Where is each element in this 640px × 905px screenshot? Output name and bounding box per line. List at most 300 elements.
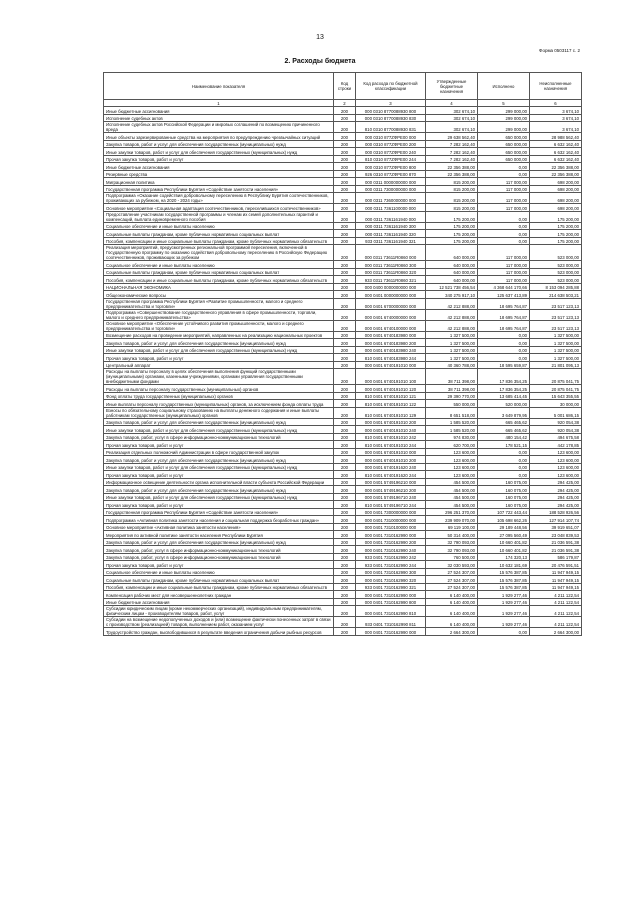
page-number: 13 bbox=[316, 34, 324, 41]
row-class-code: 810 0401 5749196710 244 bbox=[356, 501, 426, 509]
column-number-row bbox=[104, 100, 582, 107]
row-name: Иные закупки товаров, работ и услуг для обеспечения государственных (муниципальных) нужд bbox=[104, 426, 334, 434]
section-title: 2. Расходы бюджета bbox=[284, 58, 356, 65]
row-approved: 175 200,00 bbox=[426, 222, 478, 230]
row-unexecuted: 23 517 123,13 bbox=[530, 298, 582, 309]
row-executed: 650 000,00 bbox=[478, 155, 530, 163]
form-label: Форма 0503117 с. 2 bbox=[539, 48, 580, 53]
row-unexecuted: 175 200,00 bbox=[530, 211, 582, 222]
row-name: Иные бюджетные ассигнования bbox=[104, 107, 334, 115]
row-approved: 640 000,00 bbox=[426, 245, 478, 261]
row-line-code: 200 bbox=[334, 140, 356, 148]
row-unexecuted: 214 638 503,21 bbox=[530, 291, 582, 299]
row-line-code: 200 bbox=[334, 339, 356, 347]
table-row bbox=[104, 122, 582, 133]
row-line-code: 200 bbox=[334, 170, 356, 178]
row-approved: 6 140 400,00 bbox=[426, 598, 478, 606]
row-class-code: 000 0310 8770088930 830 bbox=[356, 114, 426, 122]
table-row bbox=[104, 331, 582, 339]
row-class-code: 000 0401 7310100000 000 bbox=[356, 523, 426, 531]
row-name: Основное мероприятие «Активная политика занятости населения» bbox=[104, 523, 334, 531]
row-name: Закупка товаров, работ и услуг для обеспечения государственных (муниципальных) нужд bbox=[104, 486, 334, 494]
row-unexecuted: 698 200,00 bbox=[530, 204, 582, 212]
row-line-code: 200 bbox=[334, 448, 356, 456]
row-approved: 27 524 307,00 bbox=[426, 568, 478, 576]
row-approved: 12 521 738 456,54 bbox=[426, 283, 478, 291]
row-unexecuted: 523 000,00 bbox=[530, 276, 582, 284]
table-row bbox=[104, 230, 582, 238]
row-class-code: 933 0401 7310162990 242 bbox=[356, 553, 426, 561]
row-executed: 18 695 764,87 bbox=[478, 320, 530, 331]
row-approved: 42 212 888,00 bbox=[426, 309, 478, 320]
row-name: Основное мероприятие «Социальная адаптация соотечественников, переселившихся соотечественников» bbox=[104, 204, 334, 212]
row-class-code: 000 0401 0000000000 000 bbox=[356, 291, 426, 299]
table-row bbox=[104, 245, 582, 261]
row-name: Расходы на выплаты персоналу в целях обеспечения выполнения функций государственными (муниципальными) органами, казенными учреждениями, органами управления государственными внебюджетными фондами bbox=[104, 369, 334, 385]
table-row bbox=[104, 133, 582, 141]
row-class-code: 000 0401 7310162990 300 bbox=[356, 568, 426, 576]
row-executed: 0,00 bbox=[478, 331, 530, 339]
row-executed: 160 075,00 bbox=[478, 501, 530, 509]
row-approved: 454 500,00 bbox=[426, 493, 478, 501]
row-executed: 18 695 764,87 bbox=[478, 298, 530, 309]
row-executed: 650 000,00 bbox=[478, 140, 530, 148]
row-approved: 454 500,00 bbox=[426, 478, 478, 486]
row-name: Закупка товаров, работ и услуг для обеспечения государственных (муниципальных) нужд bbox=[104, 339, 334, 347]
row-approved: 1 327 500,00 bbox=[426, 331, 478, 339]
row-executed: 18 695 764,87 bbox=[478, 309, 530, 320]
row-name: Субсидии юридическим лицам (кроме некоммерческих организаций), индивидуальным предпринимателям, физическим лицам - производителям товаров, работ, услуг bbox=[104, 606, 334, 617]
row-unexecuted: 4 211 122,54 bbox=[530, 598, 582, 606]
row-line-code: 200 bbox=[334, 407, 356, 418]
column-number: 1 bbox=[104, 100, 334, 107]
row-line-code: 200 bbox=[334, 211, 356, 222]
row-class-code: 000 0401 5749196710 240 bbox=[356, 493, 426, 501]
table-row bbox=[104, 204, 582, 212]
row-line-code: 200 bbox=[334, 114, 356, 122]
row-unexecuted: 175 200,00 bbox=[530, 222, 582, 230]
table-row bbox=[104, 237, 582, 245]
row-unexecuted: 920 054,38 bbox=[530, 426, 582, 434]
row-line-code: 200 bbox=[334, 283, 356, 291]
row-name: Подпрограмма «Оказание содействия добровольному переселению в Республику Бурятия соотечественников, проживающих за рубежом, на 2020 - 2024 годы» bbox=[104, 193, 334, 204]
row-unexecuted: 3 674,10 bbox=[530, 122, 582, 133]
row-unexecuted: 123 600,00 bbox=[530, 456, 582, 464]
row-approved: 296 251 370,00 bbox=[426, 508, 478, 516]
row-approved: 123 600,00 bbox=[426, 448, 478, 456]
row-unexecuted: 23 048 839,53 bbox=[530, 531, 582, 539]
row-class-code: 000 0401 6740100000 000 bbox=[356, 320, 426, 331]
row-name: Компенсация рабочих мест для несовершеннолетних граждан bbox=[104, 591, 334, 599]
row-class-code: 810 0401 6740191010 244 bbox=[356, 441, 426, 449]
row-line-code: 200 bbox=[334, 400, 356, 408]
row-approved: 175 200,00 bbox=[426, 230, 478, 238]
row-executed: 4 368 644 170,66 bbox=[478, 283, 530, 291]
row-class-code: 000 0311 7361161940 320 bbox=[356, 230, 426, 238]
table-row bbox=[104, 448, 582, 456]
row-unexecuted: 23 517 123,13 bbox=[530, 320, 582, 331]
row-unexecuted: 6 632 162,40 bbox=[530, 140, 582, 148]
row-name: Реализация отдельных полномочий Администрации в сфере государственной закупок bbox=[104, 448, 334, 456]
row-approved: 1 327 500,00 bbox=[426, 354, 478, 362]
table-row bbox=[104, 493, 582, 501]
row-class-code: 000 0401 6740183980 000 bbox=[356, 331, 426, 339]
row-executed: 117 000,00 bbox=[478, 268, 530, 276]
row-executed: 117 000,00 bbox=[478, 204, 530, 212]
row-unexecuted: 698 200,00 bbox=[530, 185, 582, 193]
row-approved: 2 664 300,00 bbox=[426, 628, 478, 636]
row-unexecuted: 15 643 355,55 bbox=[530, 392, 582, 400]
row-unexecuted: 21 801 095,13 bbox=[530, 361, 582, 369]
row-class-code: 933 0401 7310162990 244 bbox=[356, 561, 426, 569]
row-unexecuted: 698 200,00 bbox=[530, 193, 582, 204]
row-approved: 50 314 400,00 bbox=[426, 531, 478, 539]
row-unexecuted: 127 914 107,74 bbox=[530, 516, 582, 524]
row-unexecuted: 175 200,00 bbox=[530, 230, 582, 238]
row-unexecuted: 23 517 123,13 bbox=[530, 309, 582, 320]
row-name: Закупка товаров, работ и услуг для обеспечения государственных (муниципальных) нужд bbox=[104, 140, 334, 148]
row-unexecuted: 30 000,00 bbox=[530, 400, 582, 408]
row-name: Социальные выплаты гражданам, кроме публичных нормативных социальных выплат bbox=[104, 576, 334, 584]
row-executed: 18 595 659,87 bbox=[478, 361, 530, 369]
table-row bbox=[104, 576, 582, 584]
table-row bbox=[104, 276, 582, 284]
row-approved: 32 030 593,00 bbox=[426, 561, 478, 569]
row-executed: 480 154,42 bbox=[478, 433, 530, 441]
row-approved: 175 200,00 bbox=[426, 237, 478, 245]
column-number: 3 bbox=[356, 100, 426, 107]
row-name: Социальные выплаты гражданам, кроме публичных нормативных социальных выплат bbox=[104, 268, 334, 276]
row-line-code: 200 bbox=[334, 178, 356, 186]
row-approved: 69 119 100,00 bbox=[426, 523, 478, 531]
row-line-code: 200 bbox=[334, 418, 356, 426]
row-class-code: 810 0401 6740191010 129 bbox=[356, 407, 426, 418]
row-line-code: 200 bbox=[334, 354, 356, 362]
row-executed: 117 000,00 bbox=[478, 185, 530, 193]
row-class-code: 000 0310 877ZФРЕ00 240 bbox=[356, 148, 426, 156]
row-approved: 22 356 388,00 bbox=[426, 170, 478, 178]
row-line-code: 200 bbox=[334, 291, 356, 299]
row-line-code: 200 bbox=[334, 478, 356, 486]
row-unexecuted: 22 356 388,00 bbox=[530, 170, 582, 178]
row-unexecuted: 920 054,38 bbox=[530, 418, 582, 426]
row-unexecuted: 494 675,58 bbox=[530, 433, 582, 441]
table-row bbox=[104, 222, 582, 230]
row-line-code: 200 bbox=[334, 531, 356, 539]
row-name: Государственная программа Республики Бурятия «Содействие занятости населения» bbox=[104, 185, 334, 193]
table-header-row bbox=[104, 73, 582, 100]
row-class-code: 000 0310 8770088930 800 bbox=[356, 107, 426, 115]
row-line-code: 200 bbox=[334, 486, 356, 494]
row-approved: 1 327 500,00 bbox=[426, 346, 478, 354]
row-unexecuted: 20 875 041,75 bbox=[530, 369, 582, 385]
row-executed: 1 929 277,46 bbox=[478, 591, 530, 599]
row-class-code: 000 0401 7310162990 800 bbox=[356, 598, 426, 606]
row-name: Информационное освещение деятельности органа исполнительной власти субъекта Российской Федерации bbox=[104, 478, 334, 486]
row-name: Пособия, компенсации и иные социальные выплаты гражданам, кроме публичных нормативных обязательств bbox=[104, 583, 334, 591]
row-class-code: 000 0401 6700000000 000 bbox=[356, 298, 426, 309]
row-unexecuted: 4 211 122,54 bbox=[530, 606, 582, 617]
row-approved: 974 830,00 bbox=[426, 433, 478, 441]
row-executed: 0,00 bbox=[478, 211, 530, 222]
table-row bbox=[104, 163, 582, 171]
row-approved: 7 282 162,40 bbox=[426, 155, 478, 163]
row-unexecuted: 1 327 500,00 bbox=[530, 354, 582, 362]
row-line-code: 200 bbox=[334, 148, 356, 156]
row-class-code: 000 0401 7310162990 810 bbox=[356, 606, 426, 617]
row-executed: 27 095 560,49 bbox=[478, 531, 530, 539]
row-line-code: 200 bbox=[334, 591, 356, 599]
row-class-code: 000 0310 877ZФРЕ00 000 bbox=[356, 133, 426, 141]
row-approved: 7 282 162,40 bbox=[426, 140, 478, 148]
row-executed: 0,00 bbox=[478, 628, 530, 636]
row-class-code: 000 0401 7310162990 320 bbox=[356, 576, 426, 584]
row-name: Пособия, компенсации и иные социальные выплаты гражданам, кроме публичных нормативных обязательств bbox=[104, 237, 334, 245]
table-row bbox=[104, 508, 582, 516]
row-approved: 640 000,00 bbox=[426, 268, 478, 276]
table-row bbox=[104, 553, 582, 561]
table-row bbox=[104, 546, 582, 554]
row-executed: 0,00 bbox=[478, 456, 530, 464]
row-name: Иные бюджетные ассигнования bbox=[104, 163, 334, 171]
row-name: Резервные средства bbox=[104, 170, 334, 178]
row-unexecuted: 21 036 591,38 bbox=[530, 538, 582, 546]
row-unexecuted: 28 988 562,40 bbox=[530, 133, 582, 141]
row-name: Закупка товаров, работ, услуг в сфере информационно-коммуникационных технологий bbox=[104, 433, 334, 441]
row-executed: 1 929 277,46 bbox=[478, 606, 530, 617]
row-name: Субсидии на возмещение недополученных доходов и (или) возмещение фактически понесенных затрат в связи с производством (реализацией) товаров, выполнением работ, оказанием услуг bbox=[104, 617, 334, 628]
header-approved: Утвержденные бюджетные назначения bbox=[426, 73, 478, 100]
table-row bbox=[104, 261, 582, 269]
table-row bbox=[104, 441, 582, 449]
row-line-code: 200 bbox=[334, 193, 356, 204]
table-row bbox=[104, 309, 582, 320]
row-class-code: 000 0401 6740191010 000 bbox=[356, 361, 426, 369]
row-executed: 178 521,15 bbox=[478, 441, 530, 449]
row-line-code: 200 bbox=[334, 456, 356, 464]
row-approved: 640 000,00 bbox=[426, 276, 478, 284]
row-line-code: 200 bbox=[334, 561, 356, 569]
row-line-code: 200 bbox=[334, 501, 356, 509]
row-line-code: 200 bbox=[334, 309, 356, 320]
row-name: Исполнение судебных актов Российской Федерации и мировых соглашений по возмещению причиненного вреда bbox=[104, 122, 334, 133]
row-line-code: 200 bbox=[334, 516, 356, 524]
row-line-code: 200 bbox=[334, 426, 356, 434]
row-approved: 42 212 888,00 bbox=[426, 320, 478, 331]
row-approved: 29 638 562,40 bbox=[426, 133, 478, 141]
row-line-code: 200 bbox=[334, 222, 356, 230]
row-unexecuted: 11 947 949,15 bbox=[530, 568, 582, 576]
row-name: Государственная программа Республики Бурятия «Развитие промышленности, малого и среднего предпринимательства и торговли» bbox=[104, 298, 334, 309]
row-unexecuted: 1 327 500,00 bbox=[530, 339, 582, 347]
row-executed: 0,00 bbox=[478, 230, 530, 238]
row-name: Основное мероприятие «Обеспечение устойчивого развития промышленности, малого и среднего предпринимательства и торговли» bbox=[104, 320, 334, 331]
row-executed: 0,00 bbox=[478, 471, 530, 479]
header-unexecuted: Неисполненные назначения bbox=[530, 73, 582, 100]
row-unexecuted: 586 179,87 bbox=[530, 553, 582, 561]
row-executed: 0,00 bbox=[478, 463, 530, 471]
row-name: Закупка товаров, работ, услуг в сфере информационно-коммуникационных технологий bbox=[104, 553, 334, 561]
row-unexecuted: 188 528 926,56 bbox=[530, 508, 582, 516]
row-executed: 0,00 bbox=[478, 354, 530, 362]
table-row bbox=[104, 320, 582, 331]
row-name: Расходы на выплаты персоналу государственных (муниципальных) органов bbox=[104, 385, 334, 393]
row-name: Социальное обеспечение и иные выплаты населению bbox=[104, 261, 334, 269]
row-unexecuted: 11 947 949,15 bbox=[530, 576, 582, 584]
row-approved: 6 140 400,00 bbox=[426, 591, 478, 599]
row-class-code: 810 0401 6740191010 242 bbox=[356, 433, 426, 441]
row-class-code: 000 0401 7310162990 000 bbox=[356, 628, 426, 636]
row-unexecuted: 123 600,00 bbox=[530, 471, 582, 479]
row-line-code: 200 bbox=[334, 553, 356, 561]
row-approved: 815 200,00 bbox=[426, 204, 478, 212]
row-class-code: 000 0311 7361161940 300 bbox=[356, 222, 426, 230]
row-line-code: 200 bbox=[334, 583, 356, 591]
table-row bbox=[104, 211, 582, 222]
header-name: Наименование показателя bbox=[104, 73, 334, 100]
row-line-code: 200 bbox=[334, 369, 356, 385]
row-line-code: 200 bbox=[334, 523, 356, 531]
row-class-code: 000 0401 6740191010 200 bbox=[356, 418, 426, 426]
row-name: Иные бюджетные ассигнования bbox=[104, 598, 334, 606]
row-name: Миграционная политика bbox=[104, 178, 334, 186]
row-executed: 0,00 bbox=[478, 170, 530, 178]
table-row bbox=[104, 538, 582, 546]
table-row bbox=[104, 433, 582, 441]
row-class-code: 000 0311 7360000000 000 bbox=[356, 193, 426, 204]
row-class-code: 000 0400 0000000000 000 bbox=[356, 283, 426, 291]
table-row bbox=[104, 114, 582, 122]
row-class-code: 000 0401 7310000000 000 bbox=[356, 516, 426, 524]
row-name: Трудоустройство граждан, высвободившихся в результате введения ограничения добычи рыбных ресурсов bbox=[104, 628, 334, 636]
row-name: Иные закупки товаров, работ и услуг для обеспечения государственных (муниципальных) нужд bbox=[104, 346, 334, 354]
row-class-code: 000 0401 7310162990 000 bbox=[356, 591, 426, 599]
table-row bbox=[104, 107, 582, 115]
row-name: Закупка товаров, работ и услуг для обеспечения государственных (муниципальных) нужд bbox=[104, 418, 334, 426]
row-name: Подпрограмма «Совершенствование государственного управления в сфере промышленности, торговли, малого и среднего предпринимательства» bbox=[104, 309, 334, 320]
row-executed: 15 576 387,85 bbox=[478, 576, 530, 584]
row-line-code: 200 bbox=[334, 441, 356, 449]
row-executed: 0,00 bbox=[478, 448, 530, 456]
row-line-code: 200 bbox=[334, 122, 356, 133]
table-row bbox=[104, 170, 582, 178]
table-row bbox=[104, 291, 582, 299]
row-name: Предоставление участникам государственной программы и членам их семей дополнительных гарантий и компенсаций, выплата единовременного пособия bbox=[104, 211, 334, 222]
row-name: Возмещение расходов на проведение мероприятий, направленных на реализацию национальных проектов bbox=[104, 331, 334, 339]
row-name: Общеэкономические вопросы bbox=[104, 291, 334, 299]
row-approved: 42 212 888,00 bbox=[426, 298, 478, 309]
row-approved: 123 600,00 bbox=[426, 471, 478, 479]
row-approved: 454 500,00 bbox=[426, 501, 478, 509]
table-row bbox=[104, 283, 582, 291]
row-executed: 1 929 277,46 bbox=[478, 598, 530, 606]
row-name: Прочая закупка товаров, работ и услуг bbox=[104, 354, 334, 362]
row-unexecuted: 22 356 388,00 bbox=[530, 163, 582, 171]
row-unexecuted: 294 425,00 bbox=[530, 478, 582, 486]
row-approved: 22 356 388,00 bbox=[426, 163, 478, 171]
row-executed: 15 576 387,85 bbox=[478, 583, 530, 591]
row-approved: 175 200,00 bbox=[426, 211, 478, 222]
row-executed: 520 000,00 bbox=[478, 400, 530, 408]
row-executed: 299 000,00 bbox=[478, 122, 530, 133]
row-unexecuted: 5 001 686,15 bbox=[530, 407, 582, 418]
column-number: 4 bbox=[426, 100, 478, 107]
row-unexecuted: 39 919 651,07 bbox=[530, 523, 582, 531]
row-line-code: 200 bbox=[334, 320, 356, 331]
row-name: Прочая закупка товаров, работ и услуг bbox=[104, 501, 334, 509]
row-unexecuted: 1 327 500,00 bbox=[530, 331, 582, 339]
row-line-code: 200 bbox=[334, 493, 356, 501]
row-line-code: 200 bbox=[334, 508, 356, 516]
table-row bbox=[104, 298, 582, 309]
row-unexecuted: 294 425,00 bbox=[530, 486, 582, 494]
row-name: НАЦИОНАЛЬНАЯ ЭКОНОМИКА bbox=[104, 283, 334, 291]
row-approved: 640 000,00 bbox=[426, 261, 478, 269]
row-approved: 760 500,00 bbox=[426, 553, 478, 561]
row-approved: 302 674,10 bbox=[426, 114, 478, 122]
row-executed: 15 576 387,85 bbox=[478, 568, 530, 576]
table-row bbox=[104, 369, 582, 385]
row-line-code: 200 bbox=[334, 576, 356, 584]
row-line-code: 200 bbox=[334, 185, 356, 193]
table-row bbox=[104, 531, 582, 539]
row-line-code: 200 bbox=[334, 230, 356, 238]
row-class-code: 000 0401 6740183980 240 bbox=[356, 346, 426, 354]
row-line-code: 200 bbox=[334, 155, 356, 163]
row-class-code: 000 0401 5749196210 000 bbox=[356, 478, 426, 486]
row-unexecuted: 523 000,00 bbox=[530, 268, 582, 276]
row-class-code: 810 0401 6740191010 122 bbox=[356, 400, 426, 408]
row-executed: 650 000,00 bbox=[478, 148, 530, 156]
table-row bbox=[104, 385, 582, 393]
row-class-code: 810 0310 877ZФРЕ00 244 bbox=[356, 155, 426, 163]
row-executed: 10 632 181,69 bbox=[478, 561, 530, 569]
row-line-code: 200 bbox=[334, 361, 356, 369]
row-approved: 340 275 917,10 bbox=[426, 291, 478, 299]
row-name: Прочая закупка товаров, работ и услуг bbox=[104, 155, 334, 163]
row-executed: 665 465,62 bbox=[478, 418, 530, 426]
row-class-code: 000 0401 6740000000 000 bbox=[356, 309, 426, 320]
table-row bbox=[104, 583, 582, 591]
row-name: Иные закупки товаров, работ и услуг для обеспечения государственных (муниципальных) нужд bbox=[104, 463, 334, 471]
table-row bbox=[104, 478, 582, 486]
table-row bbox=[104, 361, 582, 369]
row-class-code: 000 0401 5749196210 200 bbox=[356, 486, 426, 494]
row-approved: 550 000,00 bbox=[426, 400, 478, 408]
column-number: 6 bbox=[530, 100, 582, 107]
row-unexecuted: 4 211 122,54 bbox=[530, 591, 582, 599]
row-unexecuted: 21 036 591,38 bbox=[530, 546, 582, 554]
row-name: Социальные выплаты гражданам, кроме публичных нормативных социальных выплат bbox=[104, 230, 334, 238]
row-unexecuted: 20 875 041,75 bbox=[530, 385, 582, 393]
table-row bbox=[104, 606, 582, 617]
row-approved: 7 282 162,40 bbox=[426, 148, 478, 156]
row-name: Закупка товаров, работ, услуг в сфере информационно-коммуникационных технологий bbox=[104, 546, 334, 554]
row-line-code: 200 bbox=[334, 245, 356, 261]
table-row bbox=[104, 501, 582, 509]
row-name: Фонд оплаты труда государственных (муниципальных) органов bbox=[104, 392, 334, 400]
row-approved: 38 711 398,00 bbox=[426, 385, 478, 393]
table-row bbox=[104, 471, 582, 479]
row-name: Подпрограмма «Активная политика занятости населения и социальная поддержка безработных граждан» bbox=[104, 516, 334, 524]
row-class-code: 000 0311 7361161940 000 bbox=[356, 211, 426, 222]
row-unexecuted: 523 000,00 bbox=[530, 261, 582, 269]
row-name: Прочая закупка товаров, работ и услуг bbox=[104, 471, 334, 479]
row-unexecuted: 6 632 162,40 bbox=[530, 148, 582, 156]
row-class-code: 933 0311 73611R0860 321 bbox=[356, 276, 426, 284]
row-executed: 117 000,00 bbox=[478, 193, 530, 204]
row-class-code: 810 0310 8770088930 831 bbox=[356, 122, 426, 133]
